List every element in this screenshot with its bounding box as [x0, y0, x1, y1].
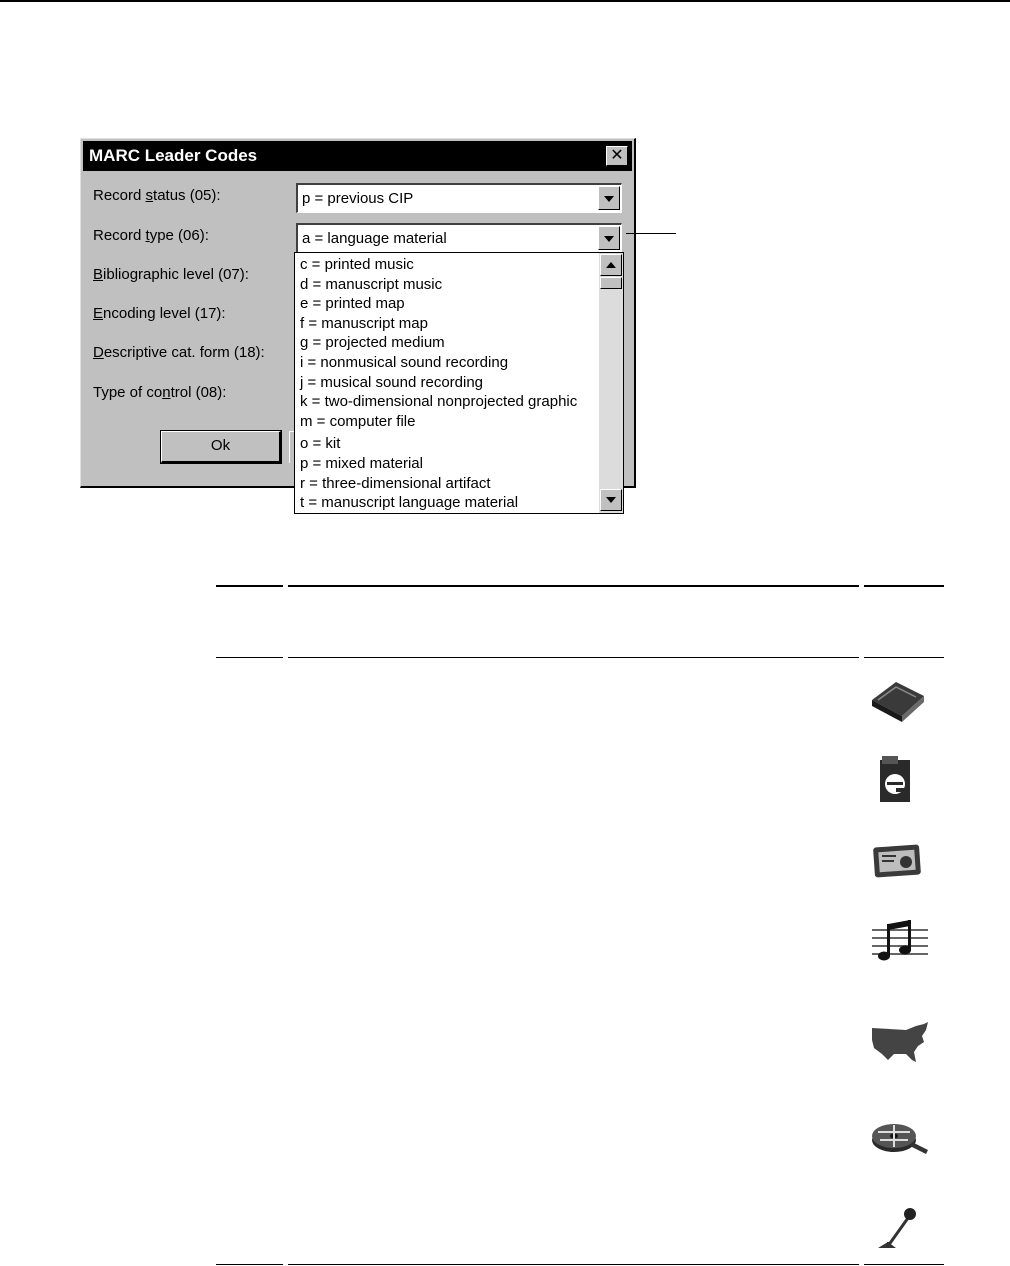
- record-status-select[interactable]: [296, 183, 622, 213]
- chevron-down-icon: [604, 236, 614, 242]
- scroll-down-button[interactable]: [600, 489, 622, 511]
- list-item[interactable]: g = projected medium: [300, 334, 445, 352]
- list-item[interactable]: p = mixed material: [300, 454, 423, 472]
- table-bottom-rule: [216, 1264, 944, 1265]
- table-top-rule: [216, 585, 944, 587]
- scroll-thumb[interactable]: [600, 277, 622, 289]
- list-item[interactable]: k = two-dimensional nonprojected graphic: [300, 393, 578, 411]
- table-column-gap: [859, 1262, 864, 1266]
- table-column-gap: [859, 584, 864, 588]
- page-top-rule: [0, 0, 1010, 2]
- ok-button[interactable]: Ok: [161, 431, 281, 463]
- chevron-down-icon: [606, 497, 616, 503]
- table-column-gap: [859, 655, 864, 659]
- film-reel-icon: [866, 1110, 930, 1162]
- book-icon: [866, 672, 930, 724]
- list-item[interactable]: i = nonmusical sound recording: [300, 353, 509, 371]
- table-header-rule: [216, 657, 944, 658]
- music-notes-icon: [866, 914, 930, 966]
- table-column-gap: [283, 1262, 288, 1266]
- list-item[interactable]: t = manuscript language material: [300, 494, 519, 512]
- map-icon: [866, 1016, 930, 1068]
- record-status-dropdown-button[interactable]: [598, 186, 620, 210]
- list-item[interactable]: c = printed music: [300, 256, 414, 273]
- encoding-level-label: Encoding level (17):: [93, 305, 226, 322]
- visual-material-icon: [866, 834, 930, 886]
- list-scrollbar[interactable]: [599, 253, 623, 513]
- list-item[interactable]: m = computer file: [300, 412, 416, 430]
- close-button[interactable]: [606, 146, 628, 166]
- dialog-title: MARC Leader Codes: [89, 146, 258, 165]
- record-status-value: p = previous CIP: [302, 190, 414, 207]
- list-item[interactable]: d = manuscript music: [300, 275, 443, 293]
- record-type-options-list[interactable]: [294, 252, 624, 514]
- chevron-up-icon: [606, 262, 616, 268]
- record-type-select[interactable]: [296, 223, 622, 253]
- list-item[interactable]: j = musical sound recording: [300, 373, 484, 391]
- computer-file-icon: [866, 754, 930, 806]
- table-column-gap: [283, 655, 288, 659]
- list-item[interactable]: o = kit: [300, 435, 341, 453]
- record-type-dropdown-button[interactable]: [598, 226, 620, 250]
- type-of-control-label: Type of control (08):: [93, 384, 227, 401]
- table-column-gap: [283, 584, 288, 588]
- record-type-value: a = language material: [302, 230, 447, 247]
- list-item[interactable]: r = three-dimensional artifact: [300, 474, 491, 492]
- record-status-label: Record status (05):: [93, 187, 221, 204]
- record-type-label: Record type (06):: [93, 227, 209, 244]
- callout-line: [626, 233, 676, 234]
- bibliographic-level-label: Bibliographic level (07):: [93, 266, 249, 283]
- list-item[interactable]: e = printed map: [300, 295, 405, 313]
- microphone-icon: [866, 1202, 930, 1254]
- descriptive-cat-form-label: Descriptive cat. form (18):: [93, 344, 265, 361]
- list-item[interactable]: f = manuscript map: [300, 314, 428, 332]
- scroll-up-button[interactable]: [600, 254, 622, 276]
- dialog-titlebar: [83, 141, 632, 171]
- chevron-down-icon: [604, 196, 614, 202]
- close-icon: ✕: [610, 147, 624, 164]
